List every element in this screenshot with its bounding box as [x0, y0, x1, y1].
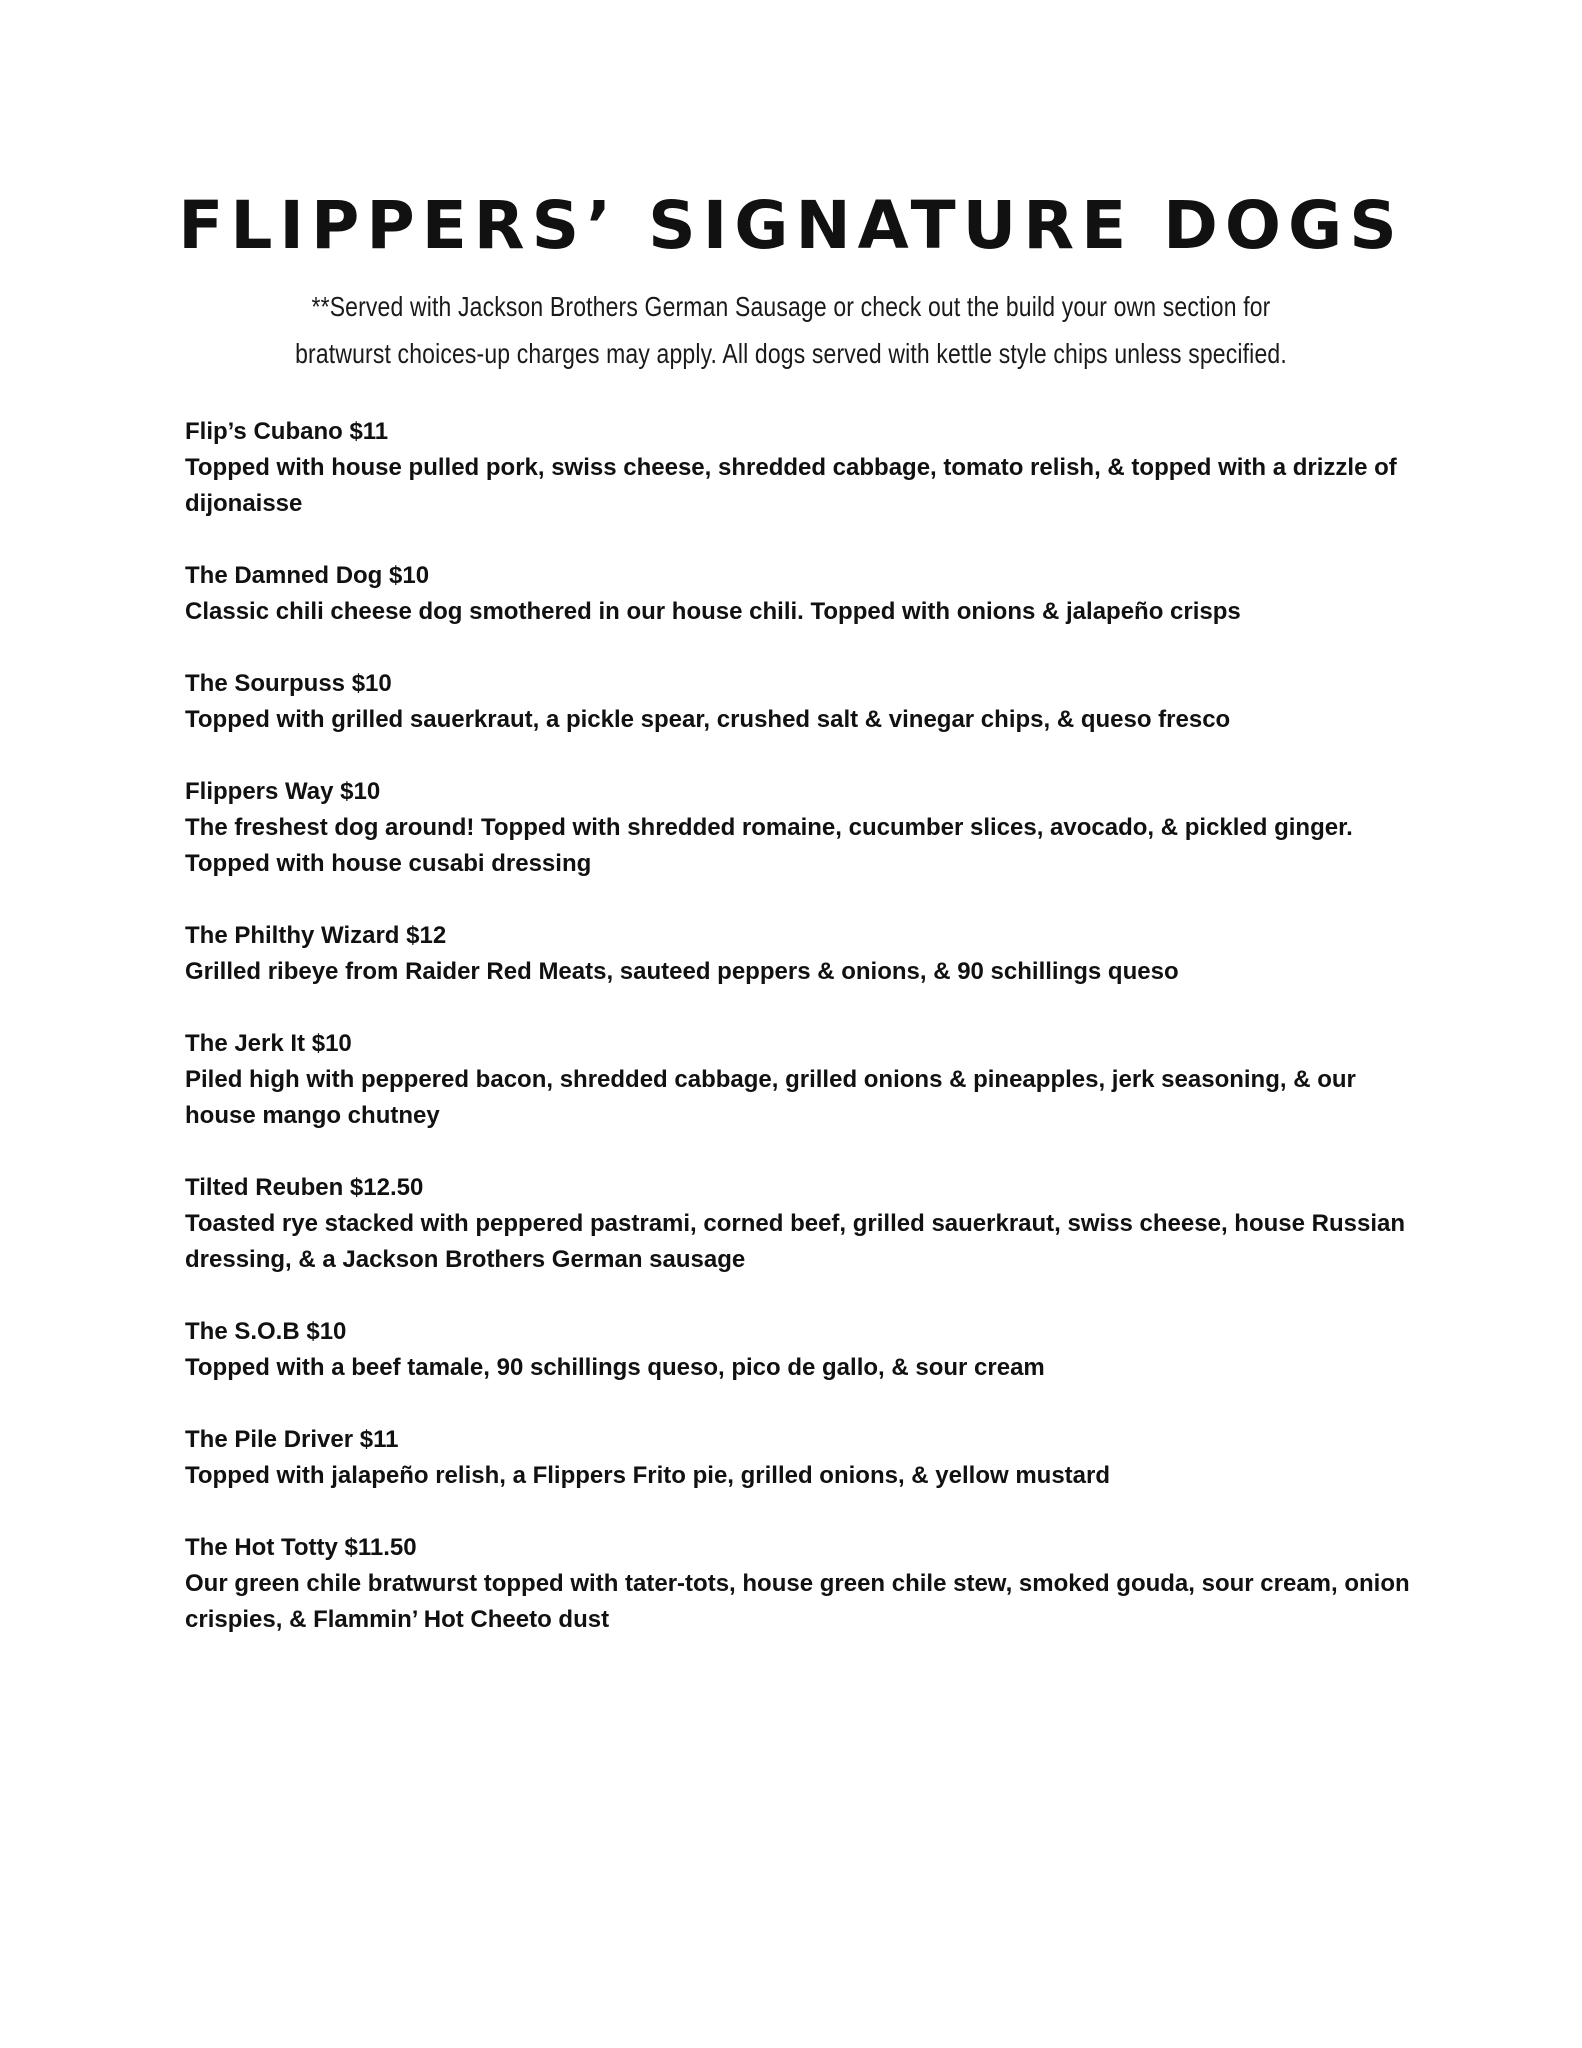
- menu-title: FLIPPERS’ SIGNATURE DOGS: [178, 187, 1404, 264]
- menu-note: **Served with Jackson Brothers German Sausage or check out the build your own section for bratwurst choices-up charges may apply. All dogs served with kettle style chips unless specified.: [295, 291, 1287, 369]
- menu-item: [185, 558, 1425, 630]
- menu-item-name: Flippers Way $10: [185, 778, 381, 805]
- menu-item-description: Classic chili cheese dog smothered in our house chili. Topped with onions & jalapeño crisps: [185, 598, 1241, 625]
- menu-item-description: Toasted rye stacked with peppered pastrami, corned beef, grilled sauerkraut, swiss cheese, house Russian dressing, & a Jackson Brothers German sausage: [185, 1210, 1405, 1273]
- menu-item-name: The Pile Driver $11: [185, 1426, 399, 1453]
- menu-item: [185, 414, 1425, 522]
- menu-item-description: Topped with grilled sauerkraut, a pickle spear, crushed salt & vinegar chips, & queso fresco: [185, 706, 1231, 733]
- menu-item-list: [185, 414, 1425, 1674]
- menu-item: [185, 666, 1425, 738]
- menu-item: [185, 1314, 1425, 1386]
- menu-item-name: The Philthy Wizard $12: [185, 922, 447, 949]
- menu-item-name: The Hot Totty $11.50: [185, 1534, 417, 1561]
- menu-item-name: The Jerk It $10: [185, 1030, 352, 1057]
- menu-item-description: The freshest dog around! Topped with shredded romaine, cucumber slices, avocado, & pickled ginger. Topped with house cusabi dressing: [185, 814, 1353, 877]
- menu-item: [185, 774, 1425, 882]
- menu-item: [185, 918, 1425, 990]
- menu-item-description: Piled high with peppered bacon, shredded cabbage, grilled onions & pineapples, jerk seasoning, & our house mango chutney: [185, 1066, 1356, 1129]
- menu-item-name: The S.O.B $10: [185, 1318, 347, 1345]
- menu-item-description: Grilled ribeye from Raider Red Meats, sauteed peppers & onions, & 90 schillings queso: [185, 958, 1179, 985]
- menu-item-description: Topped with jalapeño relish, a Flippers Frito pie, grilled onions, & yellow mustard: [185, 1462, 1111, 1489]
- menu-item-name: The Sourpuss $10: [185, 670, 392, 697]
- menu-item-name: Flip’s Cubano $11: [185, 418, 389, 445]
- menu-item: [185, 1530, 1425, 1638]
- menu-item-description: Topped with house pulled pork, swiss cheese, shredded cabbage, tomato relish, & topped with a drizzle of dijonaisse: [185, 454, 1397, 517]
- menu-item-name: The Damned Dog $10: [185, 562, 430, 589]
- menu-item-description: Topped with a beef tamale, 90 schillings queso, pico de gallo, & sour cream: [185, 1354, 1045, 1381]
- menu-item: [185, 1422, 1425, 1494]
- menu-item-name: Tilted Reuben $12.50: [185, 1174, 424, 1201]
- menu-item-description: Our green chile bratwurst topped with tater-tots, house green chile stew, smoked gouda, sour cream, onion crispies, & Flammin’ Hot Cheeto dust: [185, 1570, 1410, 1633]
- menu-item: [185, 1026, 1425, 1134]
- menu-item: [185, 1170, 1425, 1278]
